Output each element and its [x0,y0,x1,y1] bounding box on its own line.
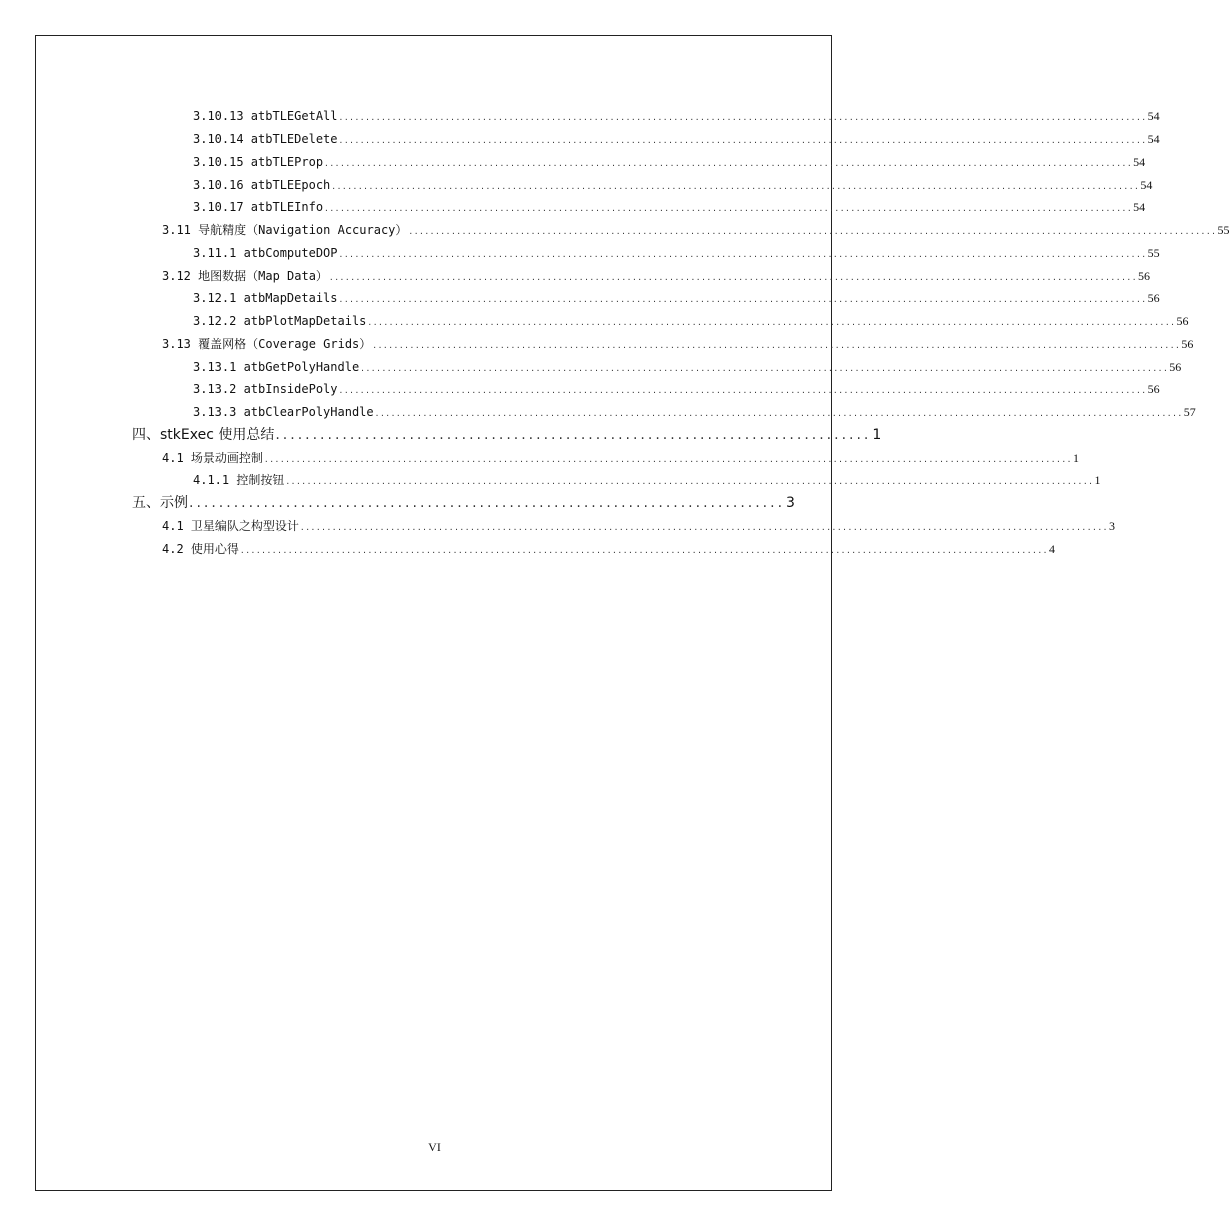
toc-entry[interactable] [193,404,1196,422]
toc-entry-page: 56 [1176,314,1189,328]
toc-entry-page: 57 [1183,405,1196,419]
toc-entry-page: 3 [786,495,795,511]
toc-leader-dots: ........................................................................................................................................................ [239,546,1048,555]
toc-leader-dots: ........................................................................................................................................................ [324,204,1133,213]
toc-entry-title: 四、stkExec 使用总结 [132,427,275,443]
toc-entry-page: 54 [1133,200,1146,214]
toc-leader-dots: ........................................................................................................................................................ [331,182,1140,191]
toc-chapter-entry[interactable] [132,494,795,512]
toc-leader-dots: ........................................................................................................................................................ [263,455,1072,464]
toc-entry-page: 54 [1133,155,1146,169]
toc-entry-title: 3.10.15 atbTLEProp [193,155,324,169]
toc-entry[interactable] [193,359,1182,377]
toc-entry-page: 55 [1217,223,1230,237]
toc-entry-title: 3.12 地图数据（Map Data） [162,269,328,283]
toc-entry-title: 4.2 使用心得 [162,542,239,556]
toc-entry-title: 五、示例 [132,495,188,511]
toc-leader-dots: ........................................................................................................................................................ [338,250,1147,259]
toc-leader-dots: ........................................................................................................................................................ [367,318,1176,327]
toc-entry-page: 3 [1109,519,1115,533]
toc-entry-title: 3.10.17 atbTLEInfo [193,200,324,214]
toc-entry-title: 3.10.16 atbTLEEpoch [193,178,331,192]
toc-entry-title: 3.10.14 atbTLEDelete [193,132,338,146]
toc-entry[interactable] [193,472,1101,490]
page-number: VI [428,1140,441,1154]
toc-entry-title: 4.1.1 控制按钮 [193,473,285,487]
toc-entry-title: 3.11 导航精度（Navigation Accuracy） [162,223,408,237]
toc-entry[interactable] [193,108,1160,126]
toc-entry-title: 3.13.2 atbInsidePoly [193,382,338,396]
toc-leader-dots: ........................................................................................................................................................ [338,386,1147,395]
toc-entry-page: 1 [1073,451,1079,465]
toc-entry-page: 54 [1147,109,1160,123]
toc-entry[interactable] [193,290,1160,308]
toc-entry-title: 3.12.1 atbMapDetails [193,291,338,305]
toc-leader-dots: ........................................................................................................................................................ [338,113,1147,122]
toc-entry[interactable] [162,450,1079,468]
toc-entry[interactable] [193,245,1160,263]
toc-leader-dots: ........................................................................................................................................................ [338,295,1147,304]
toc-leader-dots: ........................................................................................................................................................ [360,364,1169,373]
toc-entry[interactable] [193,199,1146,217]
toc-entry-title: 3.12.2 atbPlotMapDetails [193,314,367,328]
toc-leader-dots: ........................................................................................................................................................ [374,409,1183,418]
toc-entry-title: 3.13.1 atbGetPolyHandle [193,360,360,374]
toc-leader-dots: ........................................................................................................................................................ [408,227,1217,236]
toc-leader-dots: ........................................................................................................................................................ [328,273,1138,282]
toc-entry[interactable] [193,381,1160,399]
toc-entry-title: 3.11.1 atbComputeDOP [193,246,338,260]
toc-entry-page: 1 [1094,473,1101,487]
toc-entry-page: 56 [1169,360,1182,374]
toc-entry-page: 56 [1138,269,1151,283]
toc-entry-title: 3.10.13 atbTLEGetAll [193,109,338,123]
toc-entry-page: 1 [872,427,882,443]
toc-entry-page: 56 [1181,337,1194,351]
toc-entry-page: 56 [1147,382,1160,396]
toc-entry[interactable] [162,222,1230,240]
toc-entry-title: 4.1 场景动画控制 [162,451,263,465]
toc-entry[interactable] [193,131,1160,149]
toc-entry-title: 4.1 卫星编队之构型设计 [162,519,299,533]
toc-entry-page: 54 [1140,178,1153,192]
toc-entry-page: 56 [1147,291,1160,305]
toc-entry-page: 55 [1147,246,1160,260]
toc-leader-dots: ........................................................................................................................................................ [285,477,1094,486]
toc-entry[interactable] [193,154,1146,172]
toc-entry[interactable] [193,177,1153,195]
toc-entry-title: 3.13 覆盖网格（Coverage Grids） [162,337,372,351]
toc-entry-page: 4 [1049,542,1055,556]
toc-leader-dots: ........................................................................................................................................................ [372,341,1181,350]
toc-leader-dots: ................................................................................ [189,495,786,511]
toc-entry[interactable] [162,336,1194,354]
toc-entry-page: 54 [1147,132,1160,146]
toc-chapter-entry[interactable] [132,426,882,444]
toc-entry-title: 3.13.3 atbClearPolyHandle [193,405,374,419]
toc-entry[interactable] [162,268,1151,286]
toc-leader-dots: ........................................................................................................................................................ [299,523,1108,532]
toc-entry[interactable] [162,541,1055,559]
toc-leader-dots: ........................................................................................................................................................ [324,159,1133,168]
toc-entry[interactable] [193,313,1189,331]
toc-leader-dots: ................................................................................ [275,427,872,443]
toc-entry[interactable] [162,518,1115,536]
toc-leader-dots: ........................................................................................................................................................ [338,136,1147,145]
